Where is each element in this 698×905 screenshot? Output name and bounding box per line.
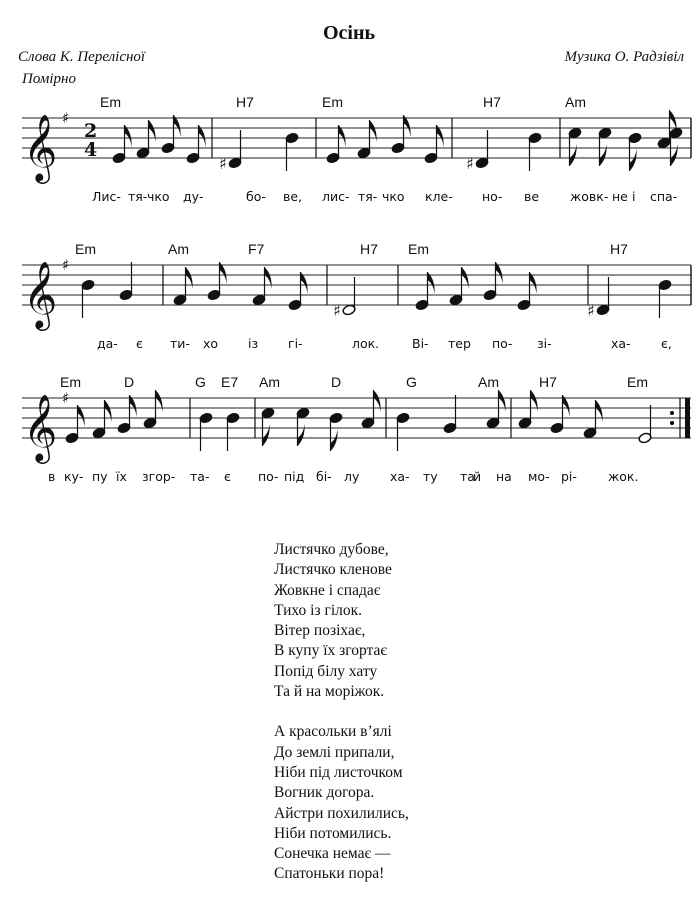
chord-symbol: Am — [565, 94, 586, 110]
chord-symbol: H7 — [360, 241, 378, 257]
lyric-syllable: жовк- — [570, 189, 609, 204]
poem-text — [274, 540, 409, 905]
note-flag — [596, 400, 603, 422]
lyric-syllable: хо — [203, 336, 219, 351]
chord-symbol: H7 — [483, 94, 501, 110]
lyric-syllable: під — [284, 469, 305, 484]
chord-symbol: D — [331, 374, 342, 390]
chord-symbol: Am — [168, 241, 189, 257]
lyric-syllable: згор- — [142, 469, 176, 484]
note-flag — [462, 267, 469, 289]
final-bar-line — [685, 398, 690, 438]
chord-symbol: G — [195, 374, 206, 390]
note-flag — [570, 144, 577, 166]
poem-line: Та й на моріжок. — [274, 683, 385, 701]
note-flag — [156, 390, 163, 412]
treble-clef-icon: 𝄞 — [23, 393, 58, 461]
note-flag — [105, 400, 112, 422]
note-flag — [149, 120, 156, 142]
chord-symbol: F7 — [248, 241, 265, 257]
sharp-accidental: ♯ — [587, 301, 595, 320]
lyric-syllable: ти- — [170, 336, 190, 351]
chord-symbol: Em — [322, 94, 343, 110]
note-flag — [499, 390, 506, 412]
lyricist-credit: Слова К. Перелісної — [18, 49, 146, 65]
poem-line: А красольки в’ялі — [274, 723, 392, 741]
lyric-syllable: кле- — [425, 189, 453, 204]
chord-symbol: Am — [478, 374, 499, 390]
lyric-syllable: лис- — [322, 189, 350, 204]
lyric-syllable: спа- — [650, 189, 678, 204]
sharp-accidental: ♯ — [333, 301, 341, 320]
lyric-syllable: лу — [344, 469, 360, 484]
lyric-syllable: на — [496, 469, 512, 484]
time-signature-top: 2 — [84, 120, 98, 142]
poem-line: Вітер позіхає, — [274, 622, 366, 640]
lyric-syllable: по- — [258, 469, 279, 484]
poem-line: Сонечка немає — — [274, 845, 391, 863]
sharp-accidental: ♯ — [466, 154, 474, 173]
poem-line: Спатоньки пора! — [274, 865, 385, 883]
repeat-dot — [670, 421, 674, 425]
repeat-dot — [670, 411, 674, 415]
lyric-syllable: ку- — [64, 469, 84, 484]
poem-line: Ніби потомились. — [274, 824, 392, 842]
lyric-syllable: не — [612, 189, 628, 204]
lyric-syllable: та — [460, 469, 475, 484]
chord-symbol: H7 — [236, 94, 254, 110]
lyric-syllable: лок. — [352, 336, 380, 351]
lyric-syllable: Лис- — [92, 189, 121, 204]
chord-symbol: H7 — [539, 374, 557, 390]
lyric-syllable: пу — [92, 469, 108, 484]
poem-line: Ніби під листочком — [274, 763, 403, 781]
note-flag — [263, 424, 270, 446]
lyric-syllable: та- — [190, 469, 210, 484]
chord-symbol: Em — [627, 374, 648, 390]
poem-line: Тихо із гілок. — [274, 601, 363, 619]
lyric-syllable: в — [48, 469, 56, 484]
lyric-syllable: їх — [116, 469, 127, 484]
lyric-syllable: тя- — [358, 189, 378, 204]
poem-line: Листячко дубове, — [274, 541, 389, 558]
note-flag — [671, 144, 678, 166]
lyric-syllable: Ві- — [412, 336, 429, 351]
lyric-syllable: рі- — [561, 469, 577, 484]
note-flag — [630, 149, 637, 171]
lyric-syllable: но- — [482, 189, 503, 204]
chord-symbol: D — [124, 374, 135, 390]
lyric-syllable: чко — [382, 189, 405, 204]
lyric-syllable: ту — [423, 469, 438, 484]
lyric-syllable: є — [136, 336, 143, 351]
lyric-syllable: ве — [524, 189, 540, 204]
lyric-syllable: тер — [448, 336, 471, 351]
note-flag — [186, 267, 193, 289]
staff-system-3 — [22, 374, 691, 484]
lyric-syllable: гі- — [288, 336, 303, 351]
poem-line: Вогник догора. — [274, 784, 375, 802]
lyric-syllable: ха- — [390, 469, 410, 484]
sharp-accidental: ♯ — [219, 154, 227, 173]
lyric-syllable: бі- — [316, 469, 332, 484]
lyric-syllable: бо- — [246, 189, 266, 204]
lyric-syllable: й — [473, 469, 482, 484]
poem-line: Жовкне і спадає — [274, 581, 381, 599]
poem-stanza-2 — [274, 722, 409, 884]
chord-symbol: Em — [60, 374, 81, 390]
note-flag — [531, 390, 538, 412]
lyric-syllable: зі- — [537, 336, 552, 351]
poem-line: Попід білу хату — [274, 662, 378, 680]
poem-line: Айстри похилились, — [274, 804, 409, 822]
note-flag — [298, 424, 305, 446]
chord-symbol: E7 — [221, 374, 239, 390]
note-flag — [265, 267, 272, 289]
chord-symbol: G — [406, 374, 417, 390]
lyric-syllable: із — [248, 336, 259, 351]
lyric-syllable: ду- — [183, 189, 204, 204]
lyric-syllable: жок. — [608, 469, 639, 484]
key-signature-sharp: ♯ — [62, 256, 70, 274]
lyric-syllable: мо- — [528, 469, 550, 484]
poem-line: В купу їх згортає — [274, 642, 388, 660]
chord-symbol: Em — [100, 94, 121, 110]
song-title: Осінь — [322, 22, 376, 44]
note-flag — [370, 120, 377, 142]
note-flag — [331, 429, 338, 451]
lyric-syllable: є — [224, 469, 231, 484]
lyric-syllable: є, — [661, 336, 672, 351]
note-flag — [600, 144, 607, 166]
poem-stanza-1 — [274, 540, 409, 702]
treble-clef-icon: 𝄞 — [23, 260, 58, 328]
chord-symbol: H7 — [610, 241, 628, 257]
key-signature-sharp: ♯ — [62, 109, 70, 127]
lyric-syllable: тя- — [128, 189, 148, 204]
chord-symbol: Am — [259, 374, 280, 390]
staff-system-1 — [22, 94, 691, 204]
time-signature-bottom: 4 — [84, 139, 98, 161]
lyric-syllable: і — [632, 189, 636, 204]
poem-line: До землі припали, — [274, 743, 395, 761]
chord-symbol: Em — [408, 241, 429, 257]
lyric-syllable: да- — [97, 336, 118, 351]
lyric-syllable: ве, — [283, 189, 303, 204]
treble-clef-icon: 𝄞 — [23, 113, 58, 181]
staff-system-2 — [22, 241, 691, 351]
note-flag — [374, 390, 381, 412]
poem-line: Листячко кленове — [274, 561, 392, 579]
lyric-syllable: ха- — [611, 336, 631, 351]
key-signature-sharp: ♯ — [62, 389, 70, 407]
tempo-marking: Помірно — [22, 71, 76, 87]
lyric-syllable: по- — [492, 336, 513, 351]
lyric-syllable: чко — [147, 189, 170, 204]
chord-symbol: Em — [75, 241, 96, 257]
composer-credit: Музика О. Радзівіл — [564, 49, 684, 65]
